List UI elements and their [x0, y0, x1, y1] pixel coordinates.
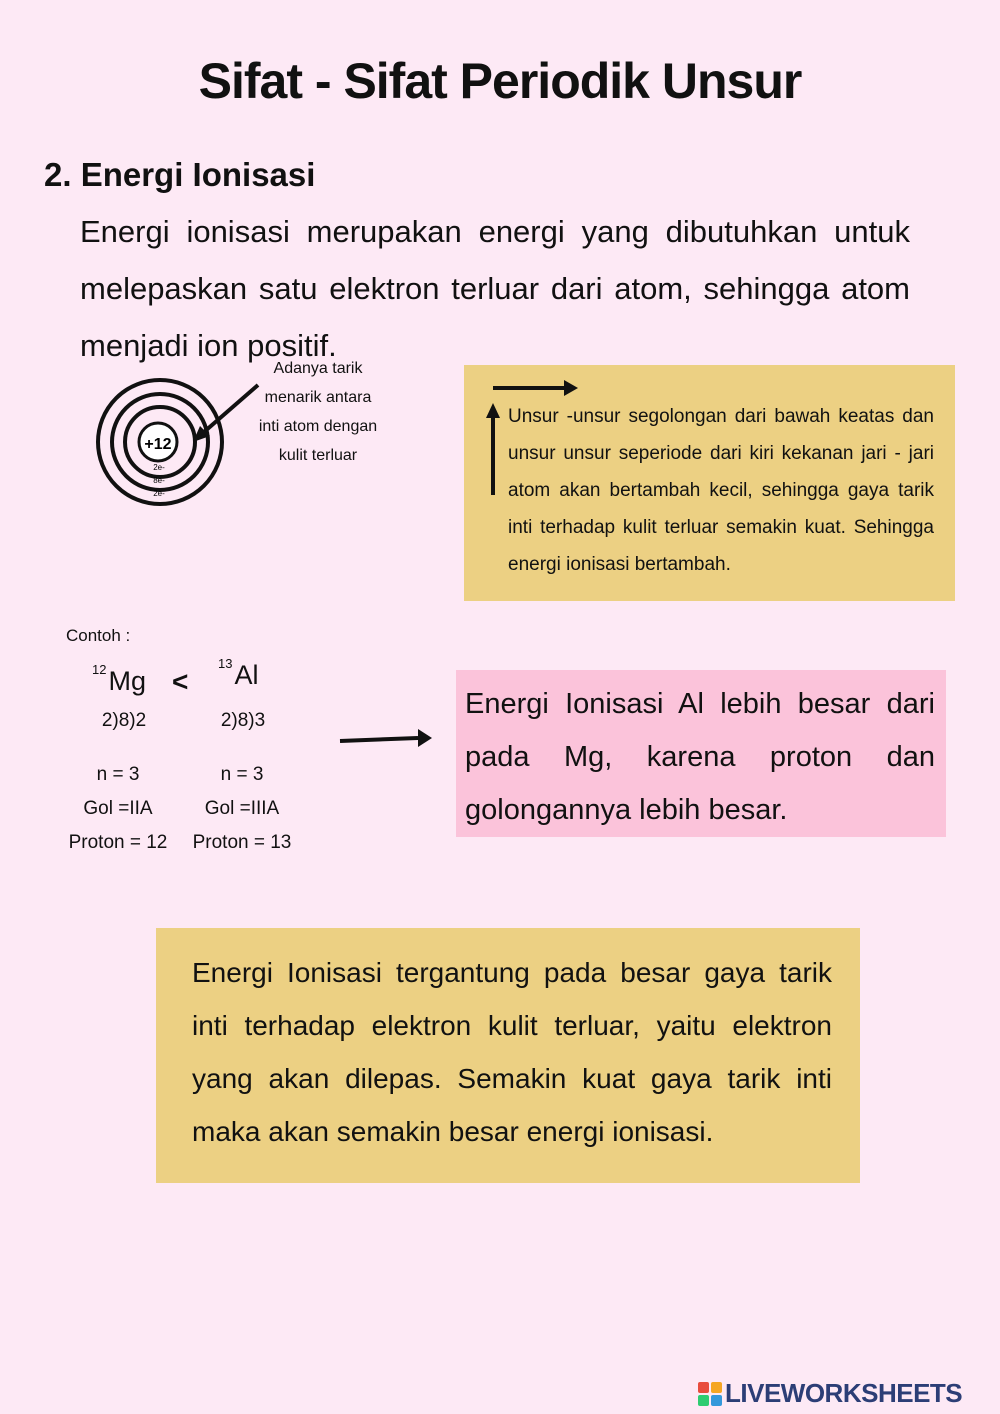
element-mg — [92, 662, 146, 697]
shell-count-mg: n = 3 — [96, 764, 140, 785]
element-symbol: Al — [234, 660, 259, 690]
atom-diagram-icon — [90, 370, 270, 510]
shell-label: 2e- — [153, 489, 165, 498]
footer-brand: LIVEWORKSHEETS — [725, 1378, 963, 1408]
comparison-sign: < — [172, 666, 189, 697]
nucleus-label: +12 — [144, 436, 172, 453]
element-symbol: Mg — [108, 666, 146, 696]
footer-logo — [697, 1378, 962, 1409]
trend-info-box — [464, 365, 955, 601]
shell-count-al: n = 3 — [220, 764, 264, 785]
config-mg: 2)8)2 — [101, 710, 147, 731]
right-arrow-icon — [338, 726, 438, 752]
atomic-number: 12 — [92, 662, 107, 677]
proton-mg: Proton = 12 — [68, 832, 168, 853]
liveworksheets-logo-icon — [697, 1381, 723, 1407]
conclusion-text: Energi Ionisasi Al lebih besar dari pada Mg, karena proton dan golongannya lebih besar. — [465, 688, 935, 826]
group-al: Gol =IIIA — [204, 798, 280, 819]
intro-paragraph: Energi ionisasi merupakan energi yang dibutuhkan untuk melepaskan satu elektron terluar dari atom, sehingga atom menjadi ion positif. — [80, 214, 910, 363]
conclusion-box — [456, 670, 946, 837]
atomic-number: 13 — [218, 656, 233, 671]
shell-label: 2e- — [153, 463, 165, 472]
config-al: 2)8)3 — [220, 710, 266, 731]
trend-text: Unsur -unsur segolongan dari bawah keatas dan unsur unsur seperiode dari kiri kekanan jari - jari atom akan bertambah kecil, sehingga gaya tarik inti terhadap kulit terluar semakin kuat. Sehingga energi ionisasi bertambah. — [508, 406, 934, 575]
section-heading: 2. Energi Ionisasi — [44, 156, 316, 193]
atom-diagram-label: Adanya tarik menarik antara inti atom dengan kulit terluar — [258, 360, 378, 464]
example-label: Contoh : — [66, 626, 131, 645]
summary-box — [156, 928, 860, 1183]
shell-label: 8e- — [153, 476, 165, 485]
summary-text: Energi Ionisasi tergantung pada besar gaya tarik inti terhadap elektron kulit terluar, yaitu elektron yang akan dilepas. Semakin kuat gaya tarik inti maka akan semakin besar energi ionisasi. — [192, 957, 832, 1147]
group-mg: Gol =IIA — [83, 798, 153, 819]
element-al — [218, 656, 259, 691]
page-title: Sifat - Sifat Periodik Unsur — [198, 53, 802, 109]
proton-al: Proton = 13 — [192, 832, 292, 853]
